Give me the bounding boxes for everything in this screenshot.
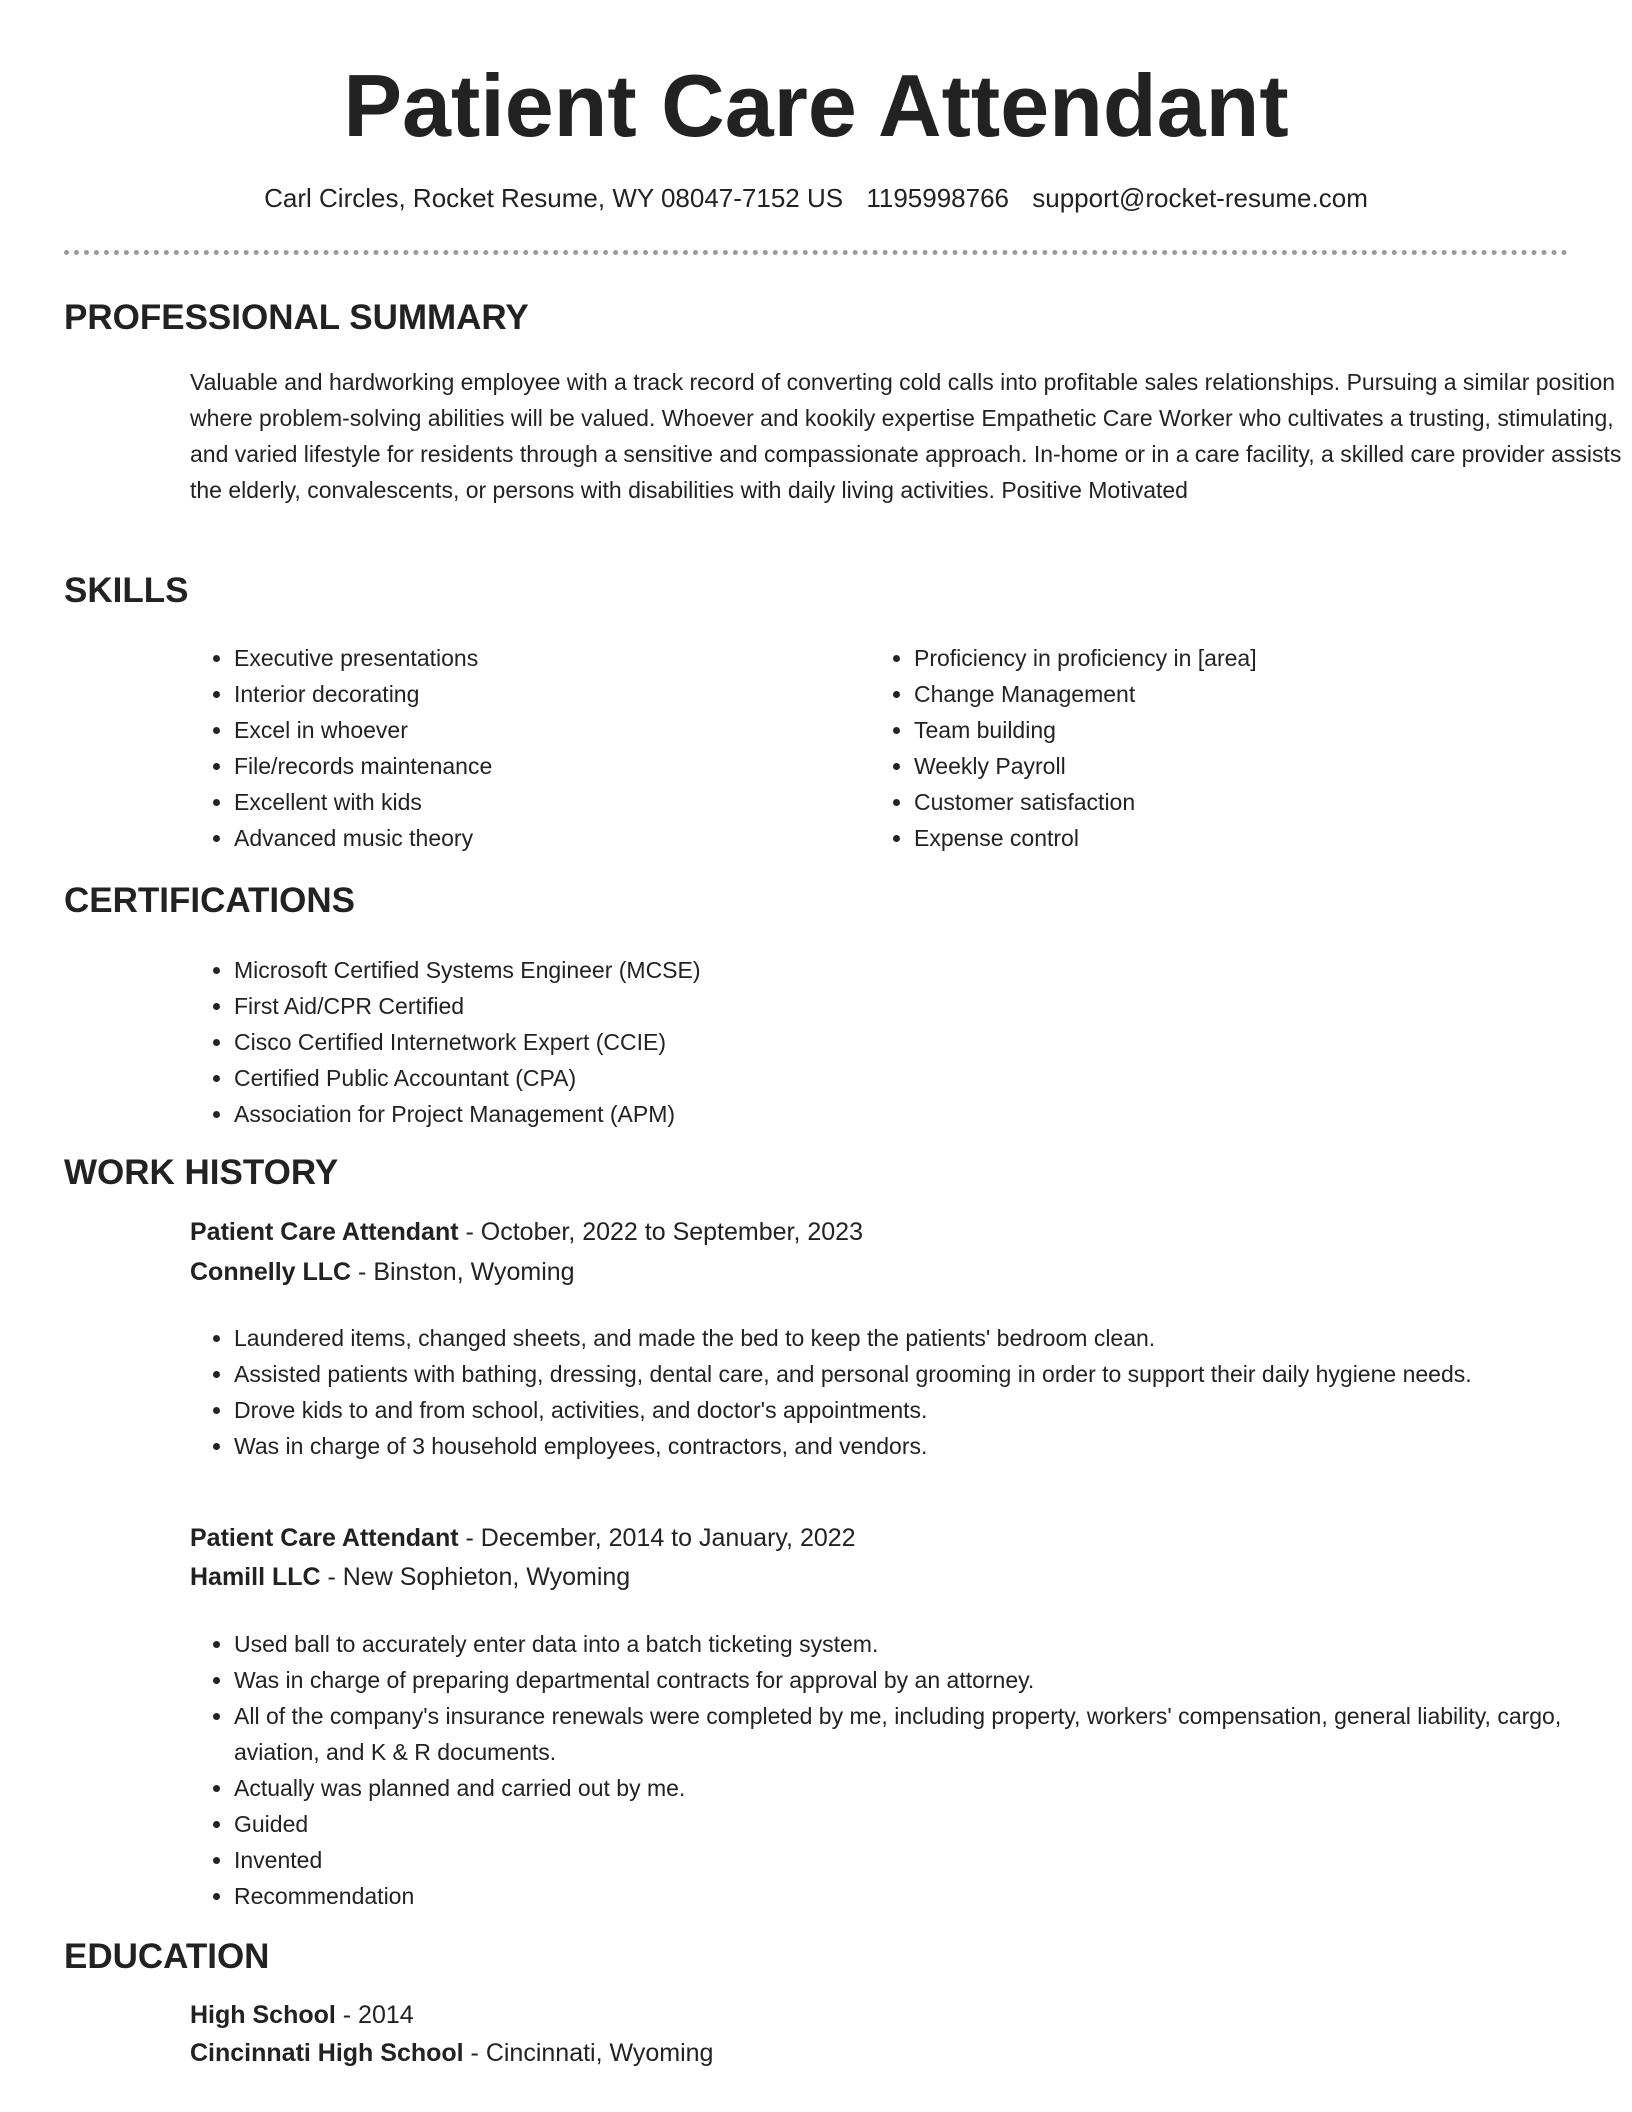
list-item: • Customer satisfaction xyxy=(914,784,1554,820)
list-item: • Team building xyxy=(914,712,1554,748)
education-school: Cincinnati High School xyxy=(190,2039,464,2067)
job-duties-list xyxy=(190,1626,1604,1914)
contact-address: Carl Circles, Rocket Resume, WY 08047-7152 US xyxy=(264,183,844,213)
list-item: • Actually was planned and carried out by me. xyxy=(234,1770,1604,1806)
job-company-line xyxy=(190,1253,575,1291)
skills-list-right xyxy=(870,640,1554,856)
list-item: • Used ball to accurately enter data into a batch ticketing system. xyxy=(234,1626,1604,1662)
list-item: • Advanced music theory xyxy=(234,820,874,856)
list-item: • Excel in whoever xyxy=(234,712,874,748)
job-company: Hamill LLC xyxy=(190,1563,321,1591)
contact-phone: 1195998766 xyxy=(866,183,1010,213)
list-item: • Weekly Payroll xyxy=(914,748,1554,784)
list-item: • Cisco Certified Internetwork Expert (CCIE) xyxy=(234,1024,1534,1060)
job-title: Patient Care Attendant xyxy=(190,1524,459,1552)
list-item: • Laundered items, changed sheets, and made the bed to keep the patients' bedroom clean. xyxy=(234,1320,1604,1356)
education-year: - 2014 xyxy=(335,2001,414,2029)
contact-email: support@rocket-resume.com xyxy=(1032,183,1368,213)
list-item: • Assisted patients with bathing, dressing, dental care, and personal grooming in order to support their daily hygiene needs. xyxy=(234,1356,1604,1392)
list-item: • Expense control xyxy=(914,820,1554,856)
list-item: • First Aid/CPR Certified xyxy=(234,988,1534,1024)
job-dates: - October, 2022 to September, 2023 xyxy=(458,1218,863,1246)
job-location: - Binston, Wyoming xyxy=(351,1258,575,1286)
list-item: • File/records maintenance xyxy=(234,748,874,784)
list-item: • Was in charge of preparing departmental contracts for approval by an attorney. xyxy=(234,1662,1604,1698)
list-item: • Was in charge of 3 household employees, contractors, and vendors. xyxy=(234,1428,1604,1464)
job-company-line xyxy=(190,1558,630,1596)
list-item: • Proficiency in proficiency in [area] xyxy=(914,640,1554,676)
list-item: • Interior decorating xyxy=(234,676,874,712)
job-duties-list xyxy=(190,1320,1604,1464)
resume-name: Patient Care Attendant xyxy=(343,56,1289,155)
job-dates: - December, 2014 to January, 2022 xyxy=(458,1524,856,1552)
list-item: • Recommendation xyxy=(234,1878,1604,1914)
list-item: • Excellent with kids xyxy=(234,784,874,820)
work-history-heading: WORK HISTORY xyxy=(64,1153,339,1192)
job-title-line xyxy=(190,1519,856,1557)
job-location: - New Sophieton, Wyoming xyxy=(320,1563,631,1591)
job-company: Connelly LLC xyxy=(190,1258,352,1286)
job-title-line xyxy=(190,1213,863,1251)
list-item: • Certified Public Accountant (CPA) xyxy=(234,1060,1534,1096)
header-divider xyxy=(64,250,1568,255)
list-item: • All of the company's insurance renewals were completed by me, including property, workers' compensation, general liability, cargo, aviation, and K & R documents. xyxy=(234,1698,1604,1770)
list-item: • Microsoft Certified Systems Engineer (MCSE) xyxy=(234,952,1534,988)
list-item: • Invented xyxy=(234,1842,1604,1878)
education-heading: EDUCATION xyxy=(64,1937,270,1976)
summary-heading: PROFESSIONAL SUMMARY xyxy=(64,298,529,337)
education-degree-line xyxy=(190,1996,414,2034)
contact-line xyxy=(64,180,1568,216)
job-title: Patient Care Attendant xyxy=(190,1218,459,1246)
list-item: • Executive presentations xyxy=(234,640,874,676)
list-item: • Association for Project Management (APM) xyxy=(234,1096,1534,1132)
certifications-heading: CERTIFICATIONS xyxy=(64,881,356,920)
summary-text: Valuable and hardworking employee with a track record of converting cold calls into profitable sales relationships. Pursuing a similar position where problem-solving abilities will be valued. Whoever and kookily expertise Empathetic Care Worker who cultivates a trusting, stimulating, and varied lifestyle for residents through a sensitive and compassionate approach. In-home or in a care facility, a skilled care provider assists the elderly, convalescents, or persons with disabilities with daily living activities. Positive Motivated xyxy=(190,369,1622,503)
education-school-line xyxy=(190,2034,713,2072)
education-location: - Cincinnati, Wyoming xyxy=(463,2039,714,2067)
certifications-list xyxy=(190,952,1534,1132)
list-item: • Guided xyxy=(234,1806,1604,1842)
skills-heading: SKILLS xyxy=(64,571,189,610)
list-item: • Drove kids to and from school, activities, and doctor's appointments. xyxy=(234,1392,1604,1428)
skills-list-left xyxy=(190,640,874,856)
list-item: • Change Management xyxy=(914,676,1554,712)
education-degree: High School xyxy=(190,2001,336,2029)
